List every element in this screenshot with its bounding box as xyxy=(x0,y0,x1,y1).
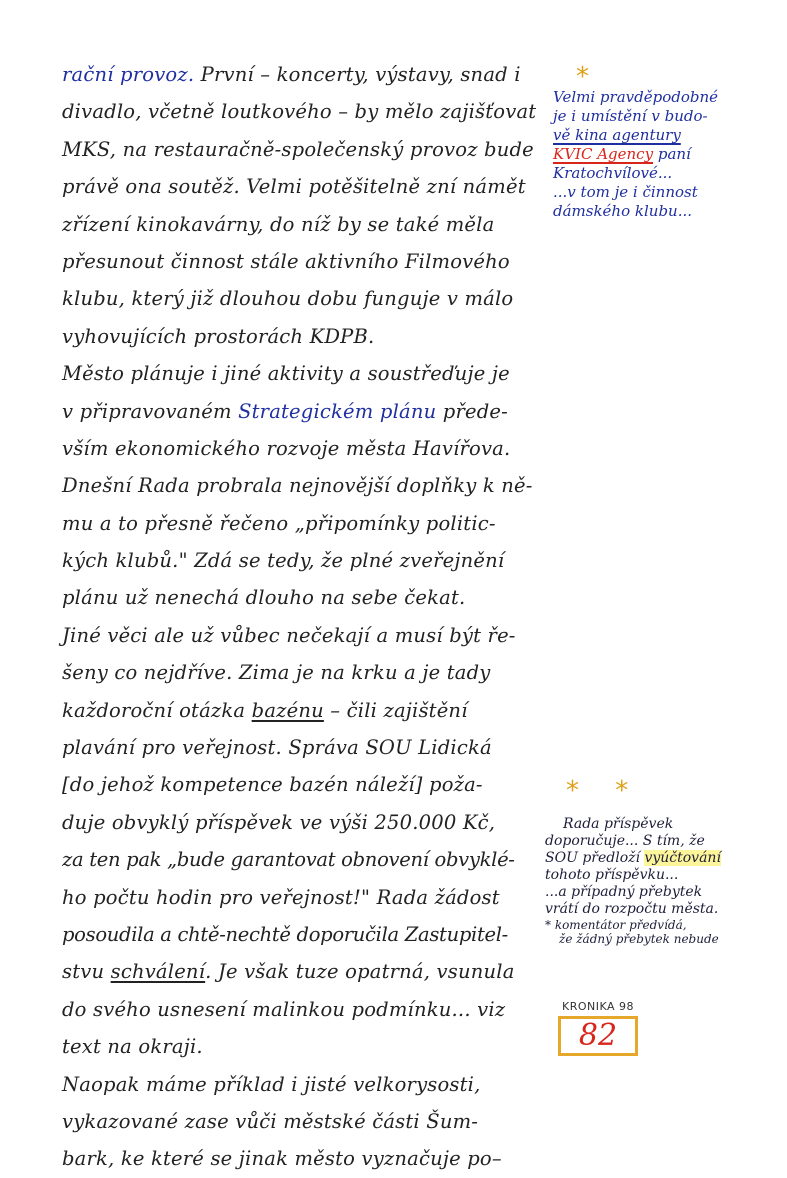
note-line: Velmi pravděpodobné xyxy=(553,88,718,106)
text-line: Město plánuje i jiné aktivity a soustřeďuje je xyxy=(62,362,510,386)
text-line: přesunout činnost stále aktivního Filmového xyxy=(62,249,510,273)
text-line: vším ekonomického rozvoje města Havířova. xyxy=(62,436,511,460)
text-line: duje obvyklý příspěvek ve výši 250.000 Kč, xyxy=(62,810,496,834)
note-line: ...v tom je i činnost xyxy=(553,183,698,201)
underlined-word-schvaleni: schválení xyxy=(110,960,206,984)
text-line: každoroční otázka bazénu – čili zajištění xyxy=(62,698,468,722)
note-line xyxy=(545,850,721,867)
note-word: paní xyxy=(657,145,691,163)
strategic-plan-link-text: Strategickém plánu xyxy=(238,399,437,423)
text-line: za ten pak „bude garantovat obnovení obvyklé- xyxy=(62,848,515,872)
note-line: vrátí do rozpočtu města. xyxy=(545,901,719,917)
note-line: Kratochvílové... xyxy=(553,164,673,182)
asterisk-star-icon: * xyxy=(576,62,589,92)
text-line: mu a to přesně řečeno „připomínky politic- xyxy=(62,511,496,535)
note-line: Rada příspěvek xyxy=(563,816,674,832)
chronicle-label: KRONIKA 98 xyxy=(561,1000,635,1013)
text-line: vyhovujících prostorách KDPB. xyxy=(62,324,375,348)
text-line: plánu už nenechá dlouho na sebe čekat. xyxy=(62,586,466,610)
note-line: doporučuje... S tím, že xyxy=(545,833,705,849)
note-line xyxy=(553,145,718,164)
double-star-icon: * * xyxy=(566,776,643,806)
text-line: šeny co nejdříve. Zima je na krku a je tady xyxy=(62,661,491,685)
note-line: vě kina agentury xyxy=(553,126,681,144)
margin-note-2 xyxy=(545,816,721,946)
page-number: 82 xyxy=(558,1016,638,1056)
underlined-word-bazenu: bazénu xyxy=(251,698,324,722)
agency-name: KVIC Agency xyxy=(553,145,654,163)
note-line: dámského klubu... xyxy=(553,202,693,220)
note-line: * komentátor předvídá, xyxy=(545,918,687,932)
note-line: ...a případný přebytek xyxy=(545,884,703,900)
text-line: ho počtu hodin pro veřejnost!" Rada žádost xyxy=(62,885,500,909)
text-line: plavání pro veřejnost. Správa SOU Lidická xyxy=(62,736,492,760)
note-line: že žádný přebytek nebude xyxy=(559,932,719,946)
note-line: tohoto příspěvku... xyxy=(545,867,679,883)
text-line: stvu schválení. Je však tuze opatrná, vsunula xyxy=(62,960,515,984)
main-text-column xyxy=(62,56,542,1178)
text-line: [do jehož kompetence bazén náleží] poža- xyxy=(62,773,483,797)
text-line: do svého usnesení malinkou podmínku... viz xyxy=(62,997,506,1021)
note-word: SOU předloží xyxy=(545,850,640,866)
text-line: právě ona soutěž. Velmi potěšitelně zní námět xyxy=(62,175,526,199)
text-line: rační provoz. První – koncerty, výstavy, snad i xyxy=(62,63,521,86)
text-line: Dnešní Rada probrala nejnovější doplňky k ně- xyxy=(62,474,533,498)
text-line: Naopak máme příklad i jisté velkorysosti, xyxy=(62,1072,481,1096)
text-line: vykazované zase vůči městské části Šum- xyxy=(62,1109,479,1133)
text-line: bark, ke které se jinak město vyznačuje po– xyxy=(62,1147,502,1171)
text-line: MKS, na restauračně-společenský provoz bude xyxy=(62,137,534,161)
text-line: klubu, který již dlouhou dobu funguje v málo xyxy=(62,287,514,311)
text-line: kých klubů." Zdá se tedy, že plné zveřejnění xyxy=(62,549,505,573)
text-line: zřízení kinokavárny, do níž by se také měla xyxy=(62,212,495,236)
text-line: divadlo, včetně loutkového – by mělo zajišťovat xyxy=(62,100,537,124)
page-number-stamp xyxy=(558,1000,638,1056)
text-line: text na okraji. xyxy=(62,1035,203,1059)
text-line-start: rační provoz. xyxy=(62,63,195,86)
margin-note-1 xyxy=(553,88,718,221)
text-line: posoudila a chtě-nechtě doporučila Zastupitel- xyxy=(62,922,508,946)
text-line: v připravovaném Strategickém plánu přede- xyxy=(62,399,508,423)
text-line: Jiné věci ale už vůbec nečekají a musí být ře- xyxy=(62,623,516,647)
note-line: je i umístění v budo- xyxy=(553,107,708,125)
highlighted-word: vyúčtování xyxy=(644,850,721,866)
